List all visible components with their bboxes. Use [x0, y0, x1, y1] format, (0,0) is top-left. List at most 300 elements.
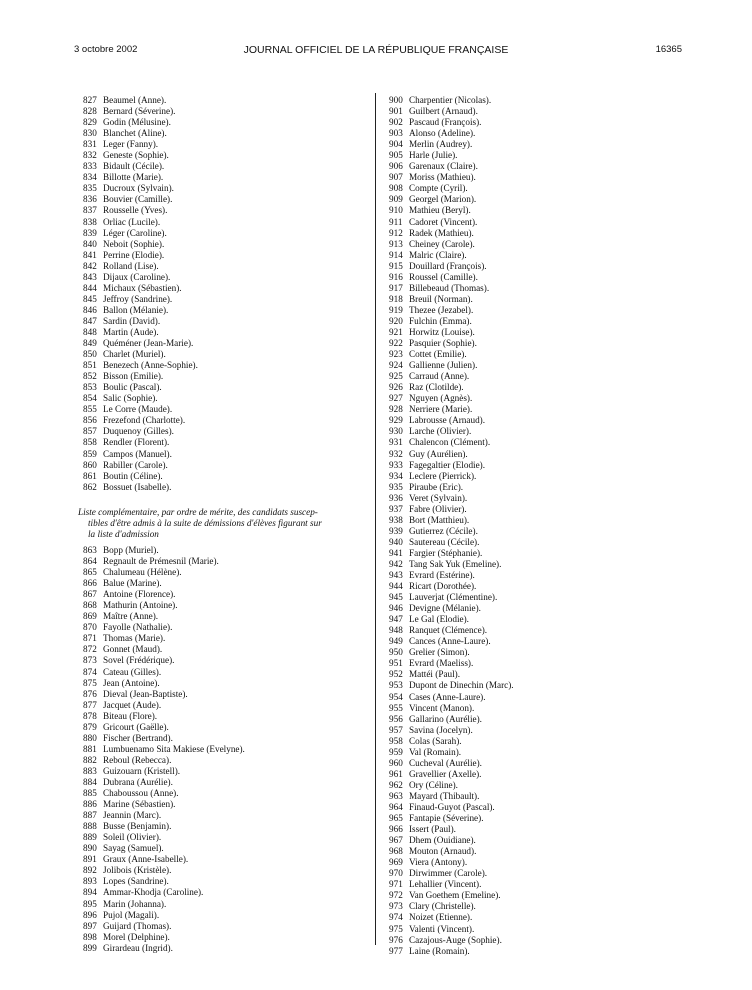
list-entry: [83, 832, 343, 843]
list-entry: [389, 935, 659, 946]
entry-name: Chalumeau (Hélène).: [103, 567, 182, 578]
entry-name: Busse (Benjamin).: [103, 821, 172, 832]
list-entry: [389, 614, 659, 625]
entry-name: Dirwimmer (Carole).: [409, 868, 488, 879]
list-entry: [389, 205, 659, 216]
entry-name: Grelier (Simon).: [409, 647, 470, 658]
entry-name: Guy (Aurélien).: [409, 448, 468, 459]
entry-rank: 841: [83, 249, 97, 260]
entry-name: Guijard (Thomas).: [103, 920, 172, 931]
entry-rank: 857: [83, 426, 97, 437]
list-entry: [83, 228, 313, 239]
entry-rank: 881: [83, 743, 97, 754]
list-entry: [83, 106, 313, 117]
entry-rank: 870: [83, 622, 97, 633]
entry-name: Labrousse (Arnaud).: [409, 415, 486, 426]
entry-name: Ammar-Khodja (Caroline).: [103, 887, 204, 898]
list-entry: [389, 537, 659, 548]
list-entry: [389, 415, 659, 426]
list-entry: [389, 261, 659, 272]
entry-name: Balue (Marine).: [103, 578, 162, 589]
entry-rank: 831: [83, 139, 97, 150]
entry-rank: 934: [389, 470, 403, 481]
list-entry: [83, 689, 343, 700]
list-entry: [83, 437, 313, 448]
entry-name: Carraud (Anne).: [409, 371, 470, 382]
entry-name: Raz (Clotilde).: [409, 382, 464, 393]
entry-name: Radek (Mathieu).: [409, 227, 474, 238]
list-entry: [389, 482, 659, 493]
entry-name: Soleil (Olivier).: [103, 832, 162, 843]
entry-rank: 959: [389, 746, 403, 757]
list-entry: [83, 722, 343, 733]
entry-rank: 912: [389, 227, 403, 238]
entry-rank: 913: [389, 238, 403, 249]
entry-name: Gallarino (Aurélie).: [409, 713, 482, 724]
entry-name: Pasquier (Sophie).: [409, 338, 477, 349]
entry-name: Lopes (Sandrine).: [103, 876, 169, 887]
entry-rank: 944: [389, 581, 403, 592]
entry-rank: 828: [83, 106, 97, 117]
entry-rank: 873: [83, 655, 97, 666]
entry-name: Douillard (François).: [409, 260, 487, 271]
entry-rank: 879: [83, 721, 97, 732]
list-entry: [389, 669, 659, 680]
entry-name: Charpentier (Nicolas).: [409, 95, 492, 105]
entry-name: Boulic (Pascal).: [103, 382, 162, 393]
list-entry: [83, 95, 313, 106]
list-entry: [83, 349, 313, 360]
list-entry: [389, 106, 659, 117]
list-entry: [83, 667, 343, 678]
entry-rank: 887: [83, 810, 97, 821]
entry-name: Boutin (Céline).: [103, 470, 163, 481]
list-entry: [83, 777, 343, 788]
list-entry: [389, 305, 659, 316]
entry-rank: 926: [389, 382, 403, 393]
entry-rank: 939: [389, 525, 403, 536]
entry-name: Blanchet (Aline).: [103, 128, 167, 139]
entry-name: Tang Sak Yuk (Emeline).: [409, 558, 502, 569]
entry-rank: 956: [389, 713, 403, 724]
entry-name: Devigne (Mélanie).: [409, 603, 481, 614]
list-entry: [389, 294, 659, 305]
entry-rank: 862: [83, 481, 97, 492]
list-entry: [83, 404, 313, 415]
list-entry: [83, 261, 313, 272]
entry-rank: 884: [83, 776, 97, 787]
entry-name: Harle (Julie).: [409, 150, 458, 161]
list-entry: [389, 658, 659, 669]
entry-name: Compte (Cyril).: [409, 183, 468, 194]
journal-title: JOURNAL OFFICIEL DE LA RÉPUBLIQUE FRANÇAISE: [243, 44, 509, 56]
entry-name: Gallienne (Julien).: [409, 360, 478, 371]
entry-name: Clary (Christelle).: [409, 901, 476, 912]
entry-rank: 829: [83, 117, 97, 128]
list-entry: [83, 876, 343, 887]
entry-name: Jean (Antoine).: [103, 677, 160, 688]
entry-name: Fagegaltier (Elodie).: [409, 459, 486, 470]
entry-name: Sayag (Samuel).: [103, 843, 164, 854]
list-entry: [389, 946, 659, 957]
entry-rank: 949: [389, 636, 403, 647]
entry-name: Chalencon (Clément).: [409, 437, 491, 448]
entry-rank: 919: [389, 304, 403, 315]
list-entry: [389, 636, 659, 647]
entry-name: Cases (Anne-Laure).: [409, 691, 486, 702]
entry-rank: 942: [389, 558, 403, 569]
entry-rank: 963: [389, 790, 403, 801]
list-entry: [389, 559, 659, 570]
entry-name: Piraube (Eric).: [409, 481, 464, 492]
entry-rank: 832: [83, 150, 97, 161]
entry-rank: 858: [83, 437, 97, 448]
list-entry: [389, 703, 659, 714]
list-entry: [389, 680, 659, 691]
entry-name: Vincent (Manon).: [409, 702, 475, 713]
entry-name: Orliac (Lucile).: [103, 216, 161, 227]
list-entry: [83, 799, 343, 810]
entry-rank: 864: [83, 556, 97, 567]
entry-name: Leger (Fanny).: [103, 139, 159, 150]
entry-rank: 885: [83, 788, 97, 799]
list-entry: [83, 117, 313, 128]
entry-rank: 865: [83, 567, 97, 578]
entry-rank: 861: [83, 470, 97, 481]
entry-rank: 960: [389, 757, 403, 768]
entry-rank: 930: [389, 426, 403, 437]
list-entry: [83, 183, 313, 194]
entry-rank: 889: [83, 832, 97, 843]
list-entry: [83, 482, 313, 493]
note-line-1: Liste complémentaire, par ordre de mérite, des candidats suscep-: [78, 507, 318, 517]
list-entry: [83, 415, 313, 426]
entry-name: Duquenoy (Gilles).: [103, 426, 174, 437]
entry-rank: 948: [389, 625, 403, 636]
list-entry: [83, 854, 343, 865]
list-entry: [389, 725, 659, 736]
entry-rank: 943: [389, 570, 403, 581]
entry-name: Mattéi (Paul).: [409, 669, 461, 680]
entry-name: Salic (Sophie).: [103, 393, 158, 404]
entry-rank: 897: [83, 920, 97, 931]
entry-rank: 937: [389, 503, 403, 514]
entry-name: Mayard (Thibault).: [409, 790, 480, 801]
entry-rank: 867: [83, 589, 97, 600]
entry-name: Bernard (Séverine).: [103, 106, 176, 117]
entry-rank: 973: [389, 901, 403, 912]
entry-rank: 853: [83, 382, 97, 393]
entry-name: Mathurin (Antoine).: [103, 600, 178, 611]
entry-rank: 895: [83, 898, 97, 909]
list-entry: [83, 128, 313, 139]
entry-rank: 925: [389, 371, 403, 382]
entry-name: Rendler (Florent).: [103, 437, 170, 448]
entry-rank: 860: [83, 459, 97, 470]
entry-name: Lumbuenamo Sita Makiese (Evelyne).: [103, 743, 245, 754]
list-entry: [389, 437, 659, 448]
entry-name: Girardeau (Ingrid).: [103, 942, 173, 953]
entry-rank: 850: [83, 349, 97, 360]
list-entry: [83, 932, 343, 943]
list-entry: [389, 283, 659, 294]
entry-name: Biteau (Flore).: [103, 710, 158, 721]
entry-name: Ducroux (Sylvain).: [103, 183, 174, 194]
list-entry: [389, 901, 659, 912]
list-entry: [389, 603, 659, 614]
list-entry: [389, 117, 659, 128]
entry-name: Sovel (Frédérique).: [103, 655, 175, 666]
entry-rank: 835: [83, 183, 97, 194]
entry-rank: 875: [83, 677, 97, 688]
entry-name: Jacquet (Aude).: [103, 699, 162, 710]
entry-name: Bisson (Emilie).: [103, 371, 164, 382]
entry-name: Noizet (Etienne).: [409, 912, 473, 923]
entry-rank: 918: [389, 293, 403, 304]
entry-name: Marin (Johanna).: [103, 898, 167, 909]
list-entry: [389, 824, 659, 835]
entry-rank: 833: [83, 161, 97, 172]
entry-name: Campos (Manuel).: [103, 448, 172, 459]
entry-rank: 872: [83, 644, 97, 655]
list-entry: [83, 426, 313, 437]
entry-rank: 901: [389, 106, 403, 117]
entry-name: Ory (Céline).: [409, 779, 458, 790]
entry-name: Fischer (Bertrand).: [103, 732, 173, 743]
entry-name: Valenti (Vincent).: [409, 923, 475, 934]
entry-name: Horwitz (Louise).: [409, 326, 475, 337]
entry-rank: 947: [389, 614, 403, 625]
column-divider: [375, 93, 376, 945]
entry-rank: 830: [83, 128, 97, 139]
entry-rank: 834: [83, 172, 97, 183]
entry-name: Bossuet (Isabelle).: [103, 481, 172, 492]
supplementary-list-left: [83, 545, 343, 954]
entry-rank: 871: [83, 633, 97, 644]
entry-name: Jolibois (Kristèle).: [103, 865, 172, 876]
entry-name: Godin (Mélusine).: [103, 117, 171, 128]
entry-rank: 896: [83, 909, 97, 920]
list-entry: [389, 250, 659, 261]
entry-name: Martin (Aude).: [103, 326, 159, 337]
list-entry: [389, 349, 659, 360]
list-entry: [83, 338, 313, 349]
entry-rank: 844: [83, 282, 97, 293]
entry-name: Van Goethem (Emeline).: [409, 890, 501, 901]
entry-name: Fantapie (Séverine).: [409, 813, 484, 824]
entry-name: Léger (Caroline).: [103, 227, 167, 238]
entry-name: Antoine (Florence).: [103, 589, 176, 600]
entry-name: Dijaux (Caroline).: [103, 271, 171, 282]
entry-name: Reboul (Rebecca).: [103, 754, 172, 765]
list-entry: [83, 272, 313, 283]
entry-name: Dieval (Jean-Baptiste).: [103, 688, 188, 699]
list-entry: [83, 943, 343, 954]
entry-name: Larche (Olivier).: [409, 426, 472, 437]
list-entry: [83, 194, 313, 205]
entry-rank: 894: [83, 887, 97, 898]
entry-rank: 968: [389, 846, 403, 857]
entry-name: Georgel (Marion).: [409, 194, 477, 205]
list-entry: [389, 747, 659, 758]
list-entry: [389, 95, 659, 106]
entry-name: Nguyen (Agnès).: [409, 393, 473, 404]
entry-name: Viera (Antony).: [409, 857, 468, 868]
list-entry: [389, 868, 659, 879]
list-entry: [83, 150, 313, 161]
entry-name: Regnault de Prémesnil (Marie).: [103, 556, 219, 567]
entry-name: Malric (Claire).: [409, 249, 467, 260]
entry-rank: 866: [83, 578, 97, 589]
entry-rank: 869: [83, 611, 97, 622]
entry-rank: 940: [389, 536, 403, 547]
entry-rank: 951: [389, 658, 403, 669]
list-entry: [83, 700, 343, 711]
list-entry: [389, 449, 659, 460]
entry-name: Dupont de Dinechin (Marc).: [409, 680, 514, 691]
entry-rank: 928: [389, 404, 403, 415]
list-entry: [389, 504, 659, 515]
list-entry: [389, 360, 659, 371]
entry-name: Thezee (Jezabel).: [409, 304, 474, 315]
entry-name: Sautereau (Cécile).: [409, 536, 480, 547]
entry-name: Chaboussou (Anne).: [103, 788, 179, 799]
entry-rank: 915: [389, 260, 403, 271]
entry-rank: 952: [389, 669, 403, 680]
list-entry: [389, 548, 659, 559]
list-entry: [83, 600, 343, 611]
entry-name: Cances (Anne-Laure).: [409, 636, 491, 647]
list-entry: [83, 622, 343, 633]
entry-rank: 938: [389, 514, 403, 525]
list-entry: [389, 769, 659, 780]
entry-name: Quéméner (Jean-Marie).: [103, 338, 194, 349]
list-entry: [83, 327, 313, 338]
entry-name: Lauverjat (Clémentine).: [409, 592, 498, 603]
list-entry: [389, 426, 659, 437]
entry-rank: 941: [389, 547, 403, 558]
list-entry: [389, 382, 659, 393]
entry-rank: 958: [389, 735, 403, 746]
entry-rank: 950: [389, 647, 403, 658]
entry-name: Maître (Anne).: [103, 611, 159, 622]
entry-name: Rabiller (Carole).: [103, 459, 168, 470]
entry-rank: 927: [389, 393, 403, 404]
entry-name: Dubrana (Aurélie).: [103, 776, 173, 787]
entry-name: Benezech (Anne-Sophie).: [103, 360, 198, 371]
entry-rank: 966: [389, 824, 403, 835]
entry-name: Savina (Jocelyn).: [409, 724, 473, 735]
page-number: 16365: [655, 44, 682, 55]
entry-rank: 946: [389, 603, 403, 614]
entry-rank: 909: [389, 194, 403, 205]
entry-rank: 916: [389, 271, 403, 282]
list-entry: [389, 327, 659, 338]
entry-rank: 922: [389, 338, 403, 349]
entry-name: Marine (Sébastien).: [103, 799, 176, 810]
entry-name: Graux (Anne-Isabelle).: [103, 854, 189, 865]
entry-rank: 902: [389, 117, 403, 128]
entry-rank: 917: [389, 282, 403, 293]
entry-name: Merlin (Audrey).: [409, 139, 473, 150]
entry-name: Pujol (Magali).: [103, 909, 160, 920]
list-entry: [83, 556, 343, 567]
list-entry: [389, 592, 659, 603]
entry-name: Perrine (Elodie).: [103, 249, 165, 260]
entry-rank: 911: [389, 216, 403, 227]
header-date: 3 octobre 2002: [74, 44, 138, 55]
list-entry: [389, 647, 659, 658]
entry-rank: 908: [389, 183, 403, 194]
list-entry: [83, 633, 343, 644]
entry-name: Gutierrez (Cécile).: [409, 525, 478, 536]
list-entry: [83, 678, 343, 689]
entry-name: Moriss (Mathieu).: [409, 172, 476, 183]
list-entry: [389, 791, 659, 802]
entry-rank: 904: [389, 139, 403, 150]
entry-name: Neboit (Sophie).: [103, 238, 165, 249]
entry-name: Veret (Sylvain).: [409, 492, 468, 503]
entry-name: Garenaux (Claire).: [409, 161, 478, 172]
list-entry: [83, 172, 313, 183]
entry-name: Rolland (Lise).: [103, 260, 159, 271]
entry-name: Issert (Paul).: [409, 824, 456, 835]
entry-name: Guizouarn (Kristell).: [103, 765, 181, 776]
entry-rank: 921: [389, 326, 403, 337]
entry-rank: 847: [83, 315, 97, 326]
entry-rank: 933: [389, 459, 403, 470]
list-entry: [389, 879, 659, 890]
entry-rank: 840: [83, 238, 97, 249]
list-entry: [83, 545, 343, 556]
entry-rank: 883: [83, 765, 97, 776]
list-entry: [389, 239, 659, 250]
entry-name: Fulchin (Emma).: [409, 315, 472, 326]
entry-name: Gravellier (Axelle).: [409, 768, 482, 779]
entry-rank: 974: [389, 912, 403, 923]
list-entry: [83, 755, 343, 766]
entry-name: Alonso (Adeline).: [409, 128, 476, 139]
entry-rank: 854: [83, 393, 97, 404]
list-entry: [389, 194, 659, 205]
list-entry: [83, 921, 343, 932]
entry-rank: 893: [83, 876, 97, 887]
entry-rank: 900: [389, 95, 403, 105]
note-line-3: la liste d'admission: [88, 529, 159, 540]
list-entry: [389, 780, 659, 791]
entry-rank: 924: [389, 360, 403, 371]
entry-rank: 849: [83, 338, 97, 349]
entry-name: Jeannin (Marc).: [103, 810, 162, 821]
entry-rank: 977: [389, 945, 403, 956]
list-entry: [389, 515, 659, 526]
list-entry: [389, 692, 659, 703]
list-entry: [389, 471, 659, 482]
list-entry: [389, 228, 659, 239]
entry-rank: 954: [389, 691, 403, 702]
list-entry: [83, 217, 313, 228]
entry-rank: 975: [389, 923, 403, 934]
entry-name: Gonnet (Maud).: [103, 644, 163, 655]
entry-name: Roussel (Camille).: [409, 271, 478, 282]
list-entry: [389, 404, 659, 415]
entry-rank: 845: [83, 293, 97, 304]
entry-name: Rousselle (Yves).: [103, 205, 168, 216]
entry-rank: 843: [83, 271, 97, 282]
entry-name: Lehallier (Vincent).: [409, 879, 482, 890]
entry-rank: 907: [389, 172, 403, 183]
list-entry: [83, 283, 313, 294]
